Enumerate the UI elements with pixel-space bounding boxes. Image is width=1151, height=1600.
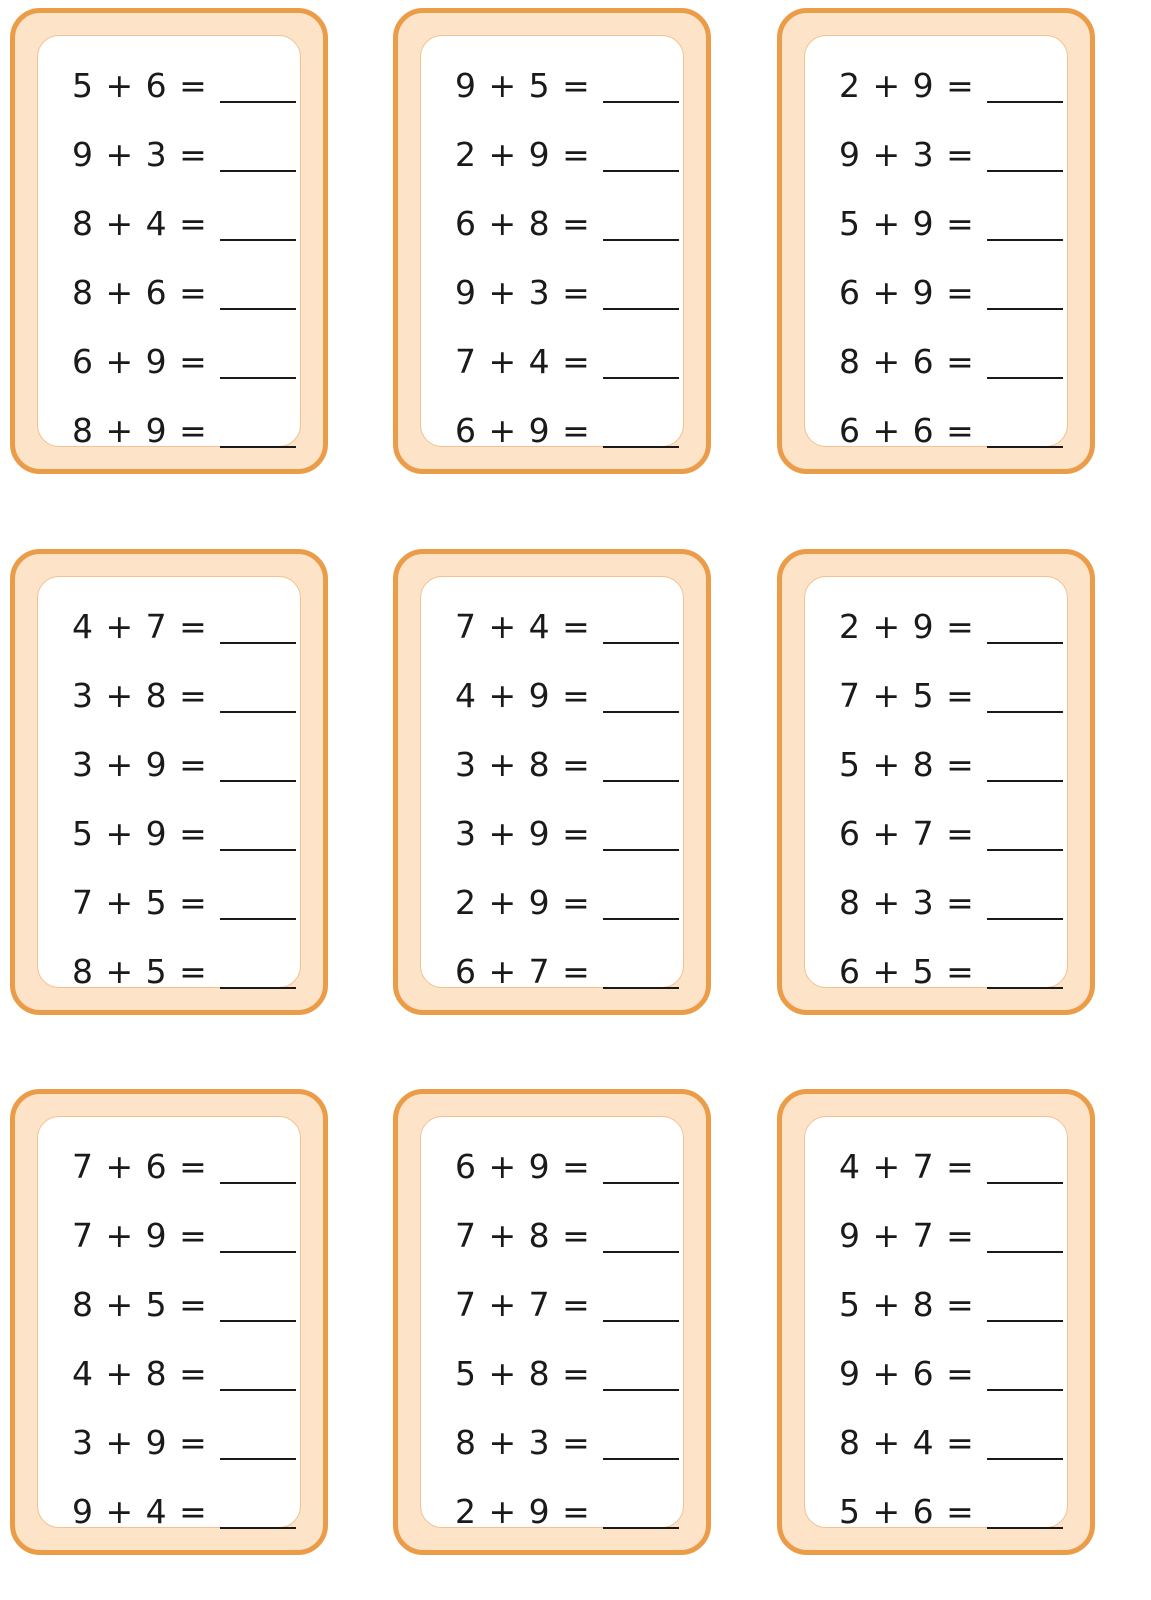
- answer-blank[interactable]: [603, 780, 679, 782]
- problem-row: [455, 607, 679, 647]
- answer-blank[interactable]: [603, 377, 679, 379]
- problem-row: [72, 952, 296, 992]
- answer-blank[interactable]: [220, 1182, 296, 1184]
- problem-row: [455, 342, 679, 382]
- problem-row: [72, 1354, 296, 1394]
- problem-row: [72, 883, 296, 923]
- answer-blank[interactable]: [220, 170, 296, 172]
- problem-row: [72, 204, 296, 244]
- answer-blank[interactable]: [987, 1320, 1063, 1322]
- addition-expression: 7 + 4 =: [455, 342, 591, 381]
- answer-blank[interactable]: [987, 308, 1063, 310]
- answer-blank[interactable]: [987, 377, 1063, 379]
- answer-blank[interactable]: [987, 446, 1063, 448]
- card-inner-panel: [420, 576, 684, 991]
- problem-row: [72, 135, 296, 175]
- problem-row: [72, 745, 296, 785]
- addition-expression: 8 + 3 =: [455, 1423, 591, 1462]
- addition-expression: 2 + 9 =: [839, 66, 975, 105]
- problem-row: [72, 342, 296, 382]
- addition-expression: 5 + 6 =: [839, 1492, 975, 1531]
- problem-row: [455, 273, 679, 313]
- problem-row: [72, 66, 296, 106]
- problem-card-8: [393, 1089, 711, 1555]
- addition-expression: 4 + 7 =: [72, 607, 208, 646]
- problem-row: [72, 1216, 296, 1256]
- card-inner-panel: [804, 1116, 1068, 1531]
- addition-expression: 6 + 6 =: [839, 411, 975, 450]
- answer-blank[interactable]: [987, 849, 1063, 851]
- problem-row: [839, 135, 1063, 175]
- answer-blank[interactable]: [220, 239, 296, 241]
- answer-blank[interactable]: [987, 1182, 1063, 1184]
- problem-row: [72, 1492, 296, 1532]
- addition-expression: 6 + 7 =: [839, 814, 975, 853]
- addition-expression: 4 + 9 =: [455, 676, 591, 715]
- answer-blank[interactable]: [603, 1458, 679, 1460]
- problem-row: [455, 745, 679, 785]
- addition-expression: 8 + 4 =: [72, 204, 208, 243]
- problem-row: [72, 411, 296, 451]
- addition-expression: 6 + 9 =: [455, 1147, 591, 1186]
- addition-expression: 8 + 3 =: [839, 883, 975, 922]
- problem-row: [839, 411, 1063, 451]
- card-inner-panel: [37, 1116, 301, 1531]
- addition-expression: 9 + 4 =: [72, 1492, 208, 1531]
- addition-expression: 7 + 5 =: [839, 676, 975, 715]
- card-inner-panel: [37, 35, 301, 450]
- addition-expression: 7 + 4 =: [455, 607, 591, 646]
- addition-expression: 6 + 5 =: [839, 952, 975, 991]
- addition-expression: 7 + 6 =: [72, 1147, 208, 1186]
- addition-expression: 2 + 9 =: [455, 883, 591, 922]
- problem-row: [839, 676, 1063, 716]
- addition-expression: 2 + 9 =: [839, 607, 975, 646]
- addition-expression: 7 + 8 =: [455, 1216, 591, 1255]
- answer-blank[interactable]: [987, 918, 1063, 920]
- addition-expression: 5 + 9 =: [839, 204, 975, 243]
- problem-row: [839, 204, 1063, 244]
- problem-row: [72, 607, 296, 647]
- problem-card-6: [777, 549, 1095, 1015]
- answer-blank[interactable]: [987, 987, 1063, 989]
- answer-blank[interactable]: [220, 849, 296, 851]
- card-inner-panel: [804, 35, 1068, 450]
- problem-row: [455, 1423, 679, 1463]
- addition-expression: 3 + 9 =: [72, 745, 208, 784]
- problem-card-4: [10, 549, 328, 1015]
- problem-row: [455, 676, 679, 716]
- problem-card-2: [393, 8, 711, 474]
- addition-expression: 8 + 5 =: [72, 952, 208, 991]
- answer-blank[interactable]: [220, 101, 296, 103]
- addition-expression: 2 + 9 =: [455, 135, 591, 174]
- problem-row: [839, 66, 1063, 106]
- problem-row: [839, 1147, 1063, 1187]
- answer-blank[interactable]: [987, 239, 1063, 241]
- answer-blank[interactable]: [603, 1251, 679, 1253]
- card-inner-panel: [804, 576, 1068, 991]
- answer-blank[interactable]: [603, 1182, 679, 1184]
- answer-blank[interactable]: [603, 711, 679, 713]
- problem-row: [455, 1147, 679, 1187]
- problem-card-9: [777, 1089, 1095, 1555]
- problem-row: [455, 1354, 679, 1394]
- problem-row: [839, 952, 1063, 992]
- answer-blank[interactable]: [987, 1389, 1063, 1391]
- addition-expression: 6 + 9 =: [839, 273, 975, 312]
- addition-expression: 8 + 6 =: [839, 342, 975, 381]
- answer-blank[interactable]: [987, 711, 1063, 713]
- problem-row: [839, 1285, 1063, 1325]
- addition-expression: 7 + 5 =: [72, 883, 208, 922]
- answer-blank[interactable]: [220, 1458, 296, 1460]
- problem-row: [455, 66, 679, 106]
- problem-row: [72, 1147, 296, 1187]
- answer-blank[interactable]: [603, 987, 679, 989]
- addition-expression: 9 + 7 =: [839, 1216, 975, 1255]
- problem-row: [72, 676, 296, 716]
- answer-blank[interactable]: [603, 1320, 679, 1322]
- answer-blank[interactable]: [987, 780, 1063, 782]
- addition-expression: 2 + 9 =: [455, 1492, 591, 1531]
- addition-expression: 4 + 8 =: [72, 1354, 208, 1393]
- problem-row: [72, 1285, 296, 1325]
- problem-row: [839, 883, 1063, 923]
- problem-row: [839, 1354, 1063, 1394]
- answer-blank[interactable]: [220, 1251, 296, 1253]
- addition-expression: 9 + 3 =: [72, 135, 208, 174]
- answer-blank[interactable]: [603, 849, 679, 851]
- addition-expression: 3 + 8 =: [455, 745, 591, 784]
- problem-row: [839, 1492, 1063, 1532]
- addition-expression: 5 + 9 =: [72, 814, 208, 853]
- answer-blank[interactable]: [987, 170, 1063, 172]
- answer-blank[interactable]: [220, 987, 296, 989]
- problem-row: [839, 607, 1063, 647]
- addition-expression: 6 + 9 =: [72, 342, 208, 381]
- addition-expression: 9 + 3 =: [455, 273, 591, 312]
- answer-blank[interactable]: [220, 711, 296, 713]
- answer-blank[interactable]: [220, 780, 296, 782]
- answer-blank[interactable]: [603, 1389, 679, 1391]
- answer-blank[interactable]: [603, 1527, 679, 1529]
- answer-blank[interactable]: [603, 446, 679, 448]
- answer-blank[interactable]: [603, 101, 679, 103]
- addition-expression: 6 + 7 =: [455, 952, 591, 991]
- addition-expression: 7 + 7 =: [455, 1285, 591, 1324]
- answer-blank[interactable]: [220, 1389, 296, 1391]
- addition-expression: 8 + 4 =: [839, 1423, 975, 1462]
- problem-row: [72, 273, 296, 313]
- addition-expression: 5 + 6 =: [72, 66, 208, 105]
- problem-row: [839, 814, 1063, 854]
- addition-expression: 9 + 5 =: [455, 66, 591, 105]
- problem-card-5: [393, 549, 711, 1015]
- addition-expression: 8 + 5 =: [72, 1285, 208, 1324]
- addition-expression: 8 + 9 =: [72, 411, 208, 450]
- problem-row: [455, 411, 679, 451]
- problem-row: [455, 1492, 679, 1532]
- addition-expression: 7 + 9 =: [72, 1216, 208, 1255]
- answer-blank[interactable]: [603, 239, 679, 241]
- answer-blank[interactable]: [987, 101, 1063, 103]
- addition-expression: 5 + 8 =: [839, 1285, 975, 1324]
- addition-expression: 9 + 6 =: [839, 1354, 975, 1393]
- problem-card-3: [777, 8, 1095, 474]
- answer-blank[interactable]: [220, 918, 296, 920]
- answer-blank[interactable]: [220, 377, 296, 379]
- answer-blank[interactable]: [603, 918, 679, 920]
- addition-expression: 8 + 6 =: [72, 273, 208, 312]
- answer-blank[interactable]: [220, 1527, 296, 1529]
- answer-blank[interactable]: [987, 642, 1063, 644]
- problem-row: [839, 1216, 1063, 1256]
- problem-row: [72, 1423, 296, 1463]
- problem-row: [839, 273, 1063, 313]
- problem-row: [455, 952, 679, 992]
- addition-expression: 6 + 9 =: [455, 411, 591, 450]
- problem-card-1: [10, 8, 328, 474]
- problem-row: [839, 342, 1063, 382]
- problem-row: [72, 814, 296, 854]
- answer-blank[interactable]: [220, 642, 296, 644]
- answer-blank[interactable]: [603, 308, 679, 310]
- problem-row: [455, 814, 679, 854]
- card-inner-panel: [420, 1116, 684, 1531]
- addition-expression: 5 + 8 =: [839, 745, 975, 784]
- problem-row: [455, 204, 679, 244]
- problem-row: [839, 745, 1063, 785]
- addition-expression: 9 + 3 =: [839, 135, 975, 174]
- problem-row: [839, 1423, 1063, 1463]
- addition-expression: 4 + 7 =: [839, 1147, 975, 1186]
- answer-blank[interactable]: [603, 170, 679, 172]
- addition-expression: 3 + 9 =: [72, 1423, 208, 1462]
- answer-blank[interactable]: [220, 308, 296, 310]
- addition-expression: 6 + 8 =: [455, 204, 591, 243]
- answer-blank[interactable]: [987, 1458, 1063, 1460]
- answer-blank[interactable]: [987, 1527, 1063, 1529]
- problem-card-7: [10, 1089, 328, 1555]
- problem-row: [455, 135, 679, 175]
- card-inner-panel: [420, 35, 684, 450]
- addition-expression: 3 + 9 =: [455, 814, 591, 853]
- answer-blank[interactable]: [987, 1251, 1063, 1253]
- addition-expression: 5 + 8 =: [455, 1354, 591, 1393]
- problem-row: [455, 1285, 679, 1325]
- problem-row: [455, 883, 679, 923]
- addition-expression: 3 + 8 =: [72, 676, 208, 715]
- answer-blank[interactable]: [220, 446, 296, 448]
- answer-blank[interactable]: [220, 1320, 296, 1322]
- problem-row: [455, 1216, 679, 1256]
- card-inner-panel: [37, 576, 301, 991]
- answer-blank[interactable]: [603, 642, 679, 644]
